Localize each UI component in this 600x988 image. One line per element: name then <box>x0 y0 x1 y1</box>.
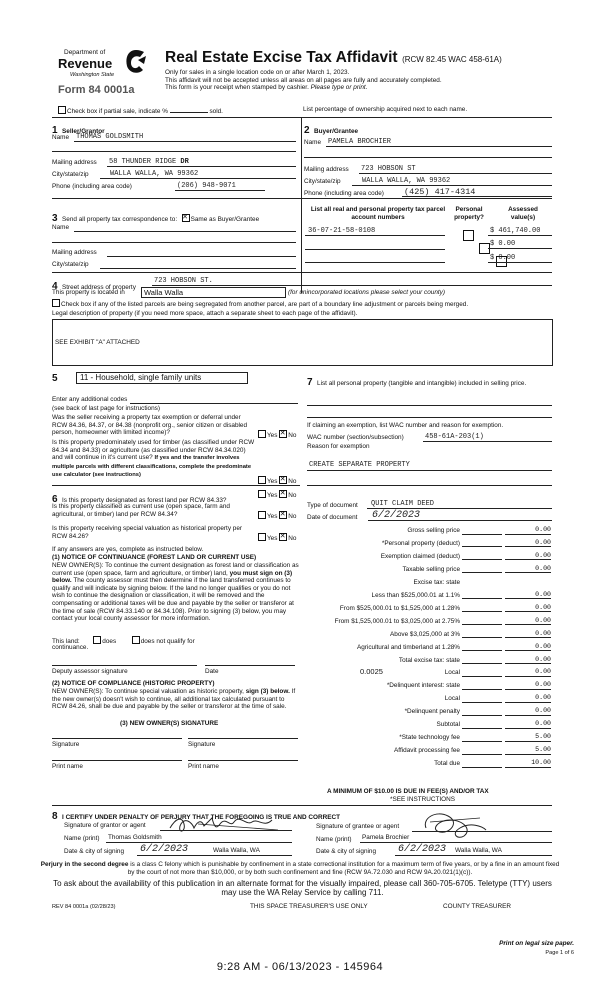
fee-label: Above $3,025,000 at 3% <box>390 630 460 638</box>
buyer-city[interactable]: WALLA WALLA, WA 99362 <box>362 177 451 185</box>
seller-city[interactable]: WALLA WALLA, WA 99362 <box>110 170 199 178</box>
seller-name-label: Name <box>52 134 70 141</box>
notice2-body-a: NEW OWNER(S): To continue special valuation as historic property, <box>52 688 244 695</box>
fee-value[interactable]: 0.00 <box>505 656 551 665</box>
this-land-row <box>52 636 302 646</box>
exemption-yes-checkbox[interactable] <box>258 430 266 438</box>
fee-label: Excise tax: state <box>413 578 460 586</box>
fee-value[interactable]: 0.00 <box>505 604 551 613</box>
parcel-row-1-personal-checkbox[interactable] <box>463 230 474 241</box>
form-number: Form 84 0001a <box>58 84 135 96</box>
header-line-3-italic: Please type or print. <box>310 84 368 92</box>
additional-codes-label: Enter any additional codes <box>52 396 128 403</box>
timber-question <box>52 439 257 480</box>
location-select-value: Walla Walla <box>144 288 184 297</box>
perjury-notice <box>40 861 560 876</box>
owner-print-label-2: Print name <box>188 763 219 770</box>
use-code-value: 11 - Household, single family units <box>80 373 202 382</box>
parcels-col-assessed: Assessed value(s) <box>508 206 538 221</box>
timber-no-label: No <box>288 478 297 485</box>
wac-label: WAC number (section/subsection) <box>307 434 404 441</box>
doc-type[interactable]: QUIT CLAIM DEED <box>371 500 435 508</box>
receipt-stamp: 9:28 AM - 06/13/2023 - 145964 <box>216 961 384 973</box>
grantee-date-city-label: Date & city of signing <box>316 848 377 855</box>
historic-no-label: No <box>288 535 297 542</box>
revenue-label: Revenue <box>58 56 113 71</box>
legal-description-value: SEE EXHIBIT "A" ATTACHED <box>55 339 140 346</box>
notice1-body-a: NEW OWNER(S): To continue the current designation as forest land or classification as current use (open space, farm and agriculture, or timber) land, <box>52 562 299 577</box>
fee-value[interactable]: 10.00 <box>505 759 551 768</box>
segregation-row <box>52 299 557 309</box>
fee-label: Taxable selling price <box>402 565 460 573</box>
fee-value[interactable]: 0.00 <box>505 591 551 600</box>
seller-city-label: City/state/zip <box>52 171 89 178</box>
owner-signature-label-1: Signature <box>52 741 80 748</box>
revenue-logo-icon <box>124 48 148 76</box>
grantor-name-label: Name (print) <box>64 835 100 842</box>
segregation-checkbox[interactable] <box>52 299 60 307</box>
land-does-not-label: does not qualify for <box>140 638 195 645</box>
buyer-phone[interactable]: (425) 417-4314 <box>404 187 476 197</box>
partial-sale <box>58 106 223 116</box>
fee-label: Total due <box>434 760 460 768</box>
treasurer-use-label: THIS SPACE TREASURER'S USE ONLY <box>250 903 368 910</box>
deputy-signature-label: Deputy assessor signature <box>52 668 128 675</box>
dept-label: Department of <box>64 49 106 56</box>
segregation-label: Check box if any of the listed parcels are being segregated from another parcel, are part of a boundary line adjustment or parcels being merged. <box>61 301 469 308</box>
partial-sale-label: Check box if partial sale, indicate % <box>67 108 168 115</box>
state-label: Washington State <box>70 72 115 78</box>
parcels-col-personal: Personal property? <box>454 206 484 221</box>
buyer-mail[interactable]: 723 HOBSON ST <box>361 165 416 173</box>
section8-number: 8 <box>52 811 58 822</box>
seller-mail-label: Mailing address <box>52 159 97 166</box>
notice2-title: (2) NOTICE OF COMPLIANCE (HISTORIC PROPERTY) <box>52 680 215 687</box>
fee-label: Agricultural and timberland at 1.28% <box>356 643 460 651</box>
fee-value[interactable]: 0.00 <box>505 707 551 716</box>
buyer-mail-label: Mailing address <box>304 166 349 173</box>
street-address[interactable]: 723 HOBSON ST. <box>154 277 213 285</box>
exemption-reason[interactable]: CREATE SEPARATE PROPERTY <box>309 461 410 469</box>
see-instructions: *SEE INSTRUCTIONS <box>390 796 455 803</box>
form-rcw: (RCW 82.45 WAC 458-61A) <box>402 55 502 64</box>
historic-yes-checkbox[interactable] <box>258 533 266 541</box>
reason-label: Reason for exemption <box>307 443 370 450</box>
seller-mail-street: 58 THUNDER RIDGE <box>109 158 177 166</box>
parcel-row-1-number[interactable]: 36-07-21-58-0108 <box>308 227 376 235</box>
fee-label: *Delinquent penalty <box>404 708 460 716</box>
parcel-row-3-value[interactable]: $ 0.00 <box>490 254 516 262</box>
land-does-label: does <box>102 638 117 645</box>
section6-number: 6 <box>52 494 58 505</box>
legal-description-label: Legal description of property (if you need more space, attach a separate sheet to each page of the affidavit). <box>52 310 358 317</box>
owner-signature-label-2: Signature <box>188 741 216 748</box>
notice1-title: (1) NOTICE OF CONTINUANCE (FOREST LAND OR CURRENT USE) <box>52 554 257 561</box>
exemption-yes-label: Yes <box>267 432 278 439</box>
buyer-city-label: City/state/zip <box>304 178 341 185</box>
grantee-name[interactable]: Pamela Brochier <box>362 834 410 841</box>
section7-heading <box>307 372 552 390</box>
doc-date-label: Date of document <box>307 514 358 521</box>
section6-instructions: If any answers are yes, complete as instructed below. <box>52 546 204 553</box>
forest-yes-checkbox[interactable] <box>258 490 266 498</box>
notice2-body-bold: sign (3) below. <box>245 688 290 695</box>
land-does-checkbox[interactable] <box>93 636 101 644</box>
section3-mail-label: Mailing address <box>52 249 97 256</box>
fee-value[interactable]: 5.00 <box>505 733 551 742</box>
buyer-heading-text: Buyer/Grantee <box>314 128 359 135</box>
grantor-name[interactable]: Thomas Goldsmith <box>108 834 162 841</box>
owner-print-label-1: Print name <box>52 763 83 770</box>
exemption-no-checkbox[interactable] <box>279 430 287 438</box>
section5-number: 5 <box>52 373 58 384</box>
fee-value[interactable]: 0.00 <box>505 526 551 535</box>
current-use-answer <box>258 511 296 521</box>
fee-value[interactable]: 0.00 <box>505 720 551 729</box>
historic-yes-label: Yes <box>267 535 278 542</box>
buyer-name-label: Name <box>304 139 322 146</box>
same-as-buyer-checkbox[interactable] <box>182 214 190 222</box>
header-line-3-text: This form is your receipt when stamped by cashier. <box>165 84 309 92</box>
exemption-question: Was the seller receiving a property tax exemption or deferral under RCW 84.36, 84.37, or 84.38 (nonprofit org., senior citizen or disabled person, homeowner with limited income)? <box>52 414 248 437</box>
fee-label: Local <box>444 695 460 703</box>
notice2-body <box>52 688 300 711</box>
current-use-yes-checkbox[interactable] <box>258 511 266 519</box>
perjury-bold: Perjury in the second degree <box>40 861 129 868</box>
minimum-due-notice: A MINIMUM OF $10.00 IS DUE IN FEE(S) AND/OR TAX <box>327 788 489 795</box>
section3-text: Send all property tax correspondence to: <box>62 216 178 223</box>
exemption-answer <box>258 430 296 440</box>
notice1-body-bold: you must sign on (3) below. <box>52 569 293 585</box>
notice1-body-b: The county assessor must then determine if the land transferred continues to qualify and will indicate by signing below. If the land no longer qualifies or you do not wish to continue the designation or classification, it will be removed and the compensating or additional taxes will be due and payable by the seller or transferor at the time of sale (RCW 84.33.140 or 84.34.108). Prior to signing (3) below, you may contact your local county assessor for more information. <box>52 577 294 623</box>
fee-label: Less than $525,000.01 at 1.1% <box>371 591 460 599</box>
same-as-buyer-label: Same as Buyer/Grantee <box>190 216 260 223</box>
perjury-text: is a class C felony which is punishable by confinement in a state correctional institution for a maximum term of five years, or by a fine in an amount fixed by the court of not more than $10,000, or by both such confinement and fine (RCW 9A.72.030 and RCW 9A.20.021(1)(c)). <box>127 861 560 876</box>
forest-question-text: Is this property designated as forest land per RCW 84.33? <box>62 497 227 504</box>
exemption-claim-label: If claiming an exemption, list WAC number and reason for exemption. <box>307 422 504 429</box>
fee-label: Affidavit processing fee <box>394 747 460 755</box>
timber-yes-checkbox[interactable] <box>258 476 266 484</box>
located-label: This property is located in <box>52 289 125 296</box>
this-land-label: This land: <box>52 638 80 645</box>
current-use-question: Is this property classified as current use (open space, farm and agricultural, or timber) land per RCW 84.34? <box>52 503 230 518</box>
forest-no-label: No <box>288 492 297 499</box>
parcel-row-1-value[interactable]: $ 461,740.00 <box>490 227 541 235</box>
ownership-note: List percentage of ownership acquired next to each name. <box>303 106 468 113</box>
legal-description-field[interactable] <box>52 319 553 366</box>
use-code-select[interactable] <box>76 372 248 384</box>
form-title-block <box>165 49 565 92</box>
grantor-signature-label: Signature of grantor or agent <box>64 822 146 829</box>
land-does-not-checkbox[interactable] <box>132 636 140 644</box>
local-tax-rate: 0.0025 <box>360 667 383 677</box>
fee-value[interactable]: 0.00 <box>505 539 551 548</box>
notice3-title: (3) NEW OWNER(S) SIGNATURE <box>120 720 219 727</box>
forest-no-checkbox[interactable] <box>279 490 287 498</box>
fee-label: Gross selling price <box>407 527 460 534</box>
fee-label: *State technology fee <box>399 734 460 742</box>
partial-sale-sold: sold. <box>209 108 223 115</box>
buyer-phone-label: Phone (including area code) <box>304 190 384 197</box>
additional-codes-note: (see back of last page for instructions) <box>52 405 160 412</box>
header-line-1: Only for sales in a single location code on or after March 1, 2023. <box>165 69 350 76</box>
fee-value[interactable]: 0.00 <box>505 630 551 639</box>
seller-phone-label: Phone (including area code) <box>52 183 132 190</box>
partial-sale-checkbox[interactable] <box>58 106 66 114</box>
current-use-no-checkbox[interactable] <box>279 511 287 519</box>
fee-value[interactable]: 0.00 <box>505 668 551 677</box>
fee-label: Exemption claimed (deduct) <box>380 552 460 560</box>
fee-label: *Personal property (deduct) <box>381 539 460 547</box>
location-select[interactable] <box>141 287 286 298</box>
doc-date[interactable]: 6/2/2023 <box>372 510 421 521</box>
buyer-section <box>304 120 358 138</box>
grantee-date[interactable]: 6/2/2023 <box>398 844 447 855</box>
section3-number: 3 <box>52 213 58 224</box>
seller-heading-text: Seller/Grantor <box>62 128 105 135</box>
grantor-city[interactable]: Walla Walla, WA <box>213 847 260 854</box>
forest-yes-label: Yes <box>267 492 278 499</box>
seller-mail[interactable] <box>109 158 189 166</box>
timber-no-checkbox[interactable] <box>279 476 287 484</box>
fee-label: Total excise tax: state <box>398 656 460 664</box>
timber-yes-label: Yes <box>267 478 278 485</box>
fee-value[interactable]: 0.00 <box>505 643 551 652</box>
section3-city-label: City/state/zip <box>52 261 89 268</box>
fee-value[interactable]: 0.00 <box>505 694 551 703</box>
section3-name-label: Name <box>52 224 70 231</box>
fee-value[interactable]: 0.00 <box>505 681 551 690</box>
page-number: Page 1 of 6 <box>545 950 574 956</box>
grantor-signature[interactable] <box>168 812 286 836</box>
parcel-row-2-value[interactable]: $ 0.00 <box>490 240 516 248</box>
wac-number[interactable]: 458-61A-203(1) <box>425 433 484 441</box>
street-address-label: Street address of property <box>62 284 136 291</box>
deputy-date-label: Date <box>205 668 219 675</box>
accessibility-notice: To ask about the availability of this publication in an alternate format for the visually impaired, please call 360-705-6705. Teletype (TTY) users may use the WA Relay Service by calling 711. <box>53 879 552 897</box>
section7-number: 7 <box>307 377 313 388</box>
doc-type-label: Type of document <box>307 502 358 509</box>
fee-value[interactable]: 0.00 <box>505 552 551 561</box>
fee-label: From $525,000.01 to $1,525,000 at 1.28% <box>339 604 460 612</box>
seller-name[interactable]: THOMAS GOLDSMITH <box>76 133 144 141</box>
notice1-body <box>52 562 300 623</box>
header-line-3 <box>165 84 565 92</box>
grantee-city[interactable]: Walla Walla, WA <box>455 847 502 854</box>
header-line-2: This affidavit will not be accepted unless all areas on all pages are fully and accurately completed. <box>165 76 442 84</box>
fee-value[interactable]: 0.00 <box>505 565 551 574</box>
historic-question: Is this property receiving special valuation as historical property per RCW 84.26? <box>52 525 243 540</box>
seller-section-number: 1 <box>52 125 58 136</box>
current-use-no-label: No <box>288 513 297 520</box>
fee-label: *Delinquent interest: state <box>386 682 460 690</box>
exemption-no-label: No <box>288 432 297 439</box>
grantee-signature-label: Signature of grantee or agent <box>316 823 400 830</box>
grantee-name-label: Name (print) <box>316 836 352 843</box>
section7-text: List all personal property (tangible and intangible) included in selling price. <box>317 380 527 387</box>
county-treasurer-label: COUNTY TREASURER <box>443 903 511 910</box>
current-use-yes-label: Yes <box>267 513 278 520</box>
notice2-body-b: If the new owner(s) doesn't wish to continue, all additional tax calculated pursuant to RCW 84.26, shall be due and payable by the seller or transferor at the time of sale. <box>52 688 296 711</box>
timber-question-text: Is this property predominately used for timber (as classified under RCW 84.34 and 84.33) or agriculture (as classified under RCW 84.34.020) and will continue in it's current use? <box>52 439 255 462</box>
located-note: (for unincorporated locations please select your county) <box>288 289 446 296</box>
section4-number: 4 <box>52 281 58 292</box>
legal-paper-note: Print on legal size paper. <box>499 940 574 947</box>
fee-value[interactable]: 5.00 <box>505 746 551 755</box>
seller-phone[interactable]: (206) 948-9071 <box>177 182 236 190</box>
buyer-name[interactable]: PAMELA BROCHIER <box>328 138 392 146</box>
continuance-label: continuance. <box>52 644 89 651</box>
grantor-date[interactable]: 6/2/2023 <box>140 844 189 855</box>
timber-question-bold: If yes and the transfer involves multiple parcels with different classifications, complete the predominate use calculator (see instructions) <box>52 455 252 479</box>
forest-answer <box>258 490 296 500</box>
fee-label: From $1,525,000.01 to $3,025,000 at 2.75% <box>334 617 460 625</box>
buyer-section-number: 2 <box>304 125 310 136</box>
dept-logo <box>58 48 158 100</box>
grantee-signature[interactable] <box>420 808 490 840</box>
fee-value[interactable]: 0.00 <box>505 617 551 626</box>
certify-text: I CERTIFY UNDER PENALTY OF PERJURY THAT THE FOREGOING IS TRUE AND CORRECT <box>62 814 341 821</box>
seller-mail-dr: DR <box>180 158 189 166</box>
form-title: Real Estate Excise Tax Affidavit <box>165 49 398 66</box>
parcels-col-parcel: List all real and personal property tax parcel account numbers <box>310 206 446 221</box>
fee-label: Local <box>444 669 460 677</box>
revision-label: REV 84 0001a (02/28/23) <box>52 904 116 910</box>
grantor-date-city-label: Date & city of signing <box>64 848 125 855</box>
section3-heading <box>52 208 300 226</box>
fee-label: Subtotal <box>436 721 460 729</box>
